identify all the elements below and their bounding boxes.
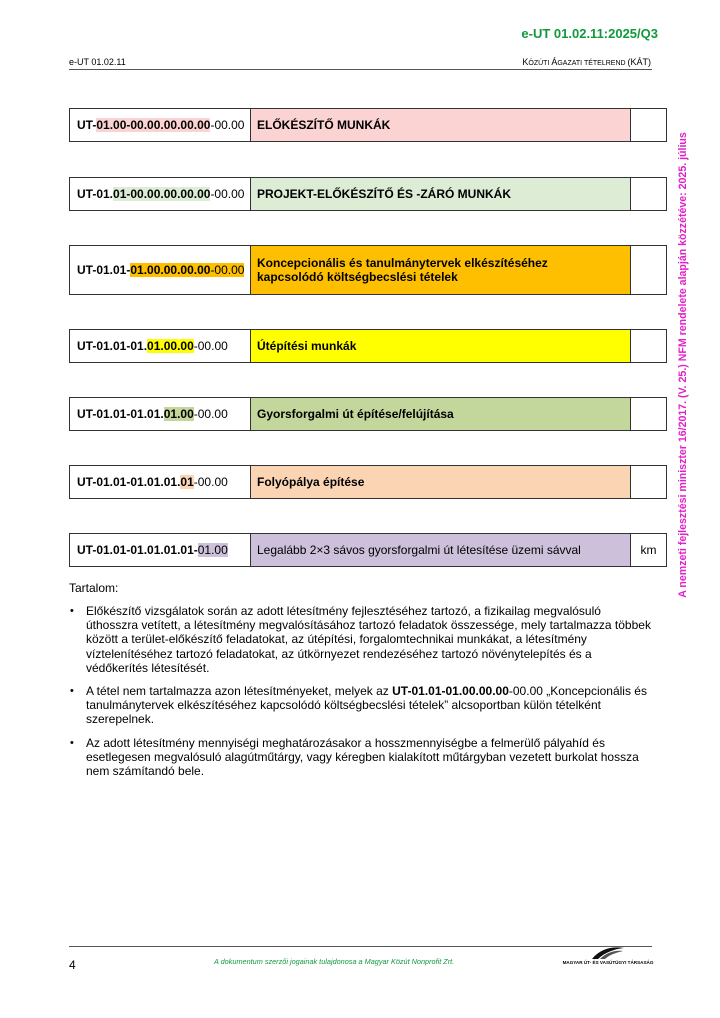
item-code: UT-01. 01-00.00.00.00.00 -00.00: [70, 178, 251, 210]
item-title: Folyópálya építése: [251, 466, 631, 498]
item-title: PROJEKT-ELŐKÉSZÍTŐ ÉS -ZÁRÓ MUNKÁK: [251, 178, 631, 210]
item-code: UT-01.01-01.01.01. 01 -00.00: [70, 466, 251, 498]
bullet-icon: •: [70, 605, 74, 617]
code-highlight: 01.00.00: [147, 339, 194, 353]
item-unit: [631, 178, 666, 210]
list-item: • Előkészítő vizsgálatok során az adott létesítmény fejlesztéséhez tartozó, a fizikailag megvalósuló úthosszra vetített, a létesítmény megvalósításához tartozó feladatok összessége, mely tartalmazza többek között a terület-előkészítő feladatokat, az útépítési, forgalomtechnikai munkákat, a létesítmény víztelenítéséhez tartozó feladatokat, az útkörnyezet rendezéséhez tartozó növénytelepítés és a védőkerítés létesítését.: [70, 604, 651, 675]
code-highlight: 01-00.00.00.00.00: [113, 187, 211, 201]
item-title: Legalább 2×3 sávos gyorsforgalmi út létesítése üzemi sávval: [251, 534, 631, 566]
road-swoosh-icon: [590, 945, 626, 961]
item-unit: km: [640, 543, 657, 557]
table-row: [69, 245, 667, 295]
table-row: [69, 177, 667, 211]
item-title: Koncepcionális és tanulmánytervek elkészítéséhez kapcsolódó költségbecslési tételek: [251, 246, 631, 294]
bullet-icon: •: [70, 685, 74, 698]
code-highlight: 01.00: [163, 407, 194, 421]
item-title: Gyorsforgalmi út építése/felújítása: [251, 398, 631, 430]
code-highlight: 01.00: [197, 543, 228, 557]
item-unit: [631, 330, 666, 362]
content-list: [69, 604, 654, 787]
document-code: e-UT 01.02.11:2025/Q3: [521, 26, 658, 41]
list-item: • Az adott létesítmény mennyiségi meghatározásakor a hosszmennyiségbe a felmerülő pályahíd és esetlegesen megvalósuló alagútműtárgy, vagy kéregben kialakított műtárgyban vezetett burkolat hossza nem számítandó bele.: [70, 735, 639, 779]
item-unit: [631, 466, 666, 498]
table-row: [69, 108, 667, 142]
item-code: UT-01.01-01. 01.00.00 -00.00: [70, 330, 251, 362]
bullet-icon: •: [70, 736, 74, 749]
table-row: [69, 465, 667, 499]
code-highlight: 01.00.00.00.00: [130, 263, 211, 277]
code-highlight: 01.00-00.00.00.00.00: [96, 118, 211, 132]
content-heading: Tartalom:: [69, 581, 119, 595]
header-divider: [69, 69, 652, 70]
page-number: 4: [69, 958, 76, 972]
item-code: UT-01.01-01.01. 01.00 -00.00: [70, 398, 251, 430]
code-highlight: 01: [180, 475, 194, 489]
header-left-code: e-UT 01.02.11: [69, 57, 126, 67]
item-code: UT- 01.00-00.00.00.00.00 -00.00: [70, 109, 251, 141]
item-title: Útépítési munkák: [251, 330, 631, 362]
item-code: UT-01.01- 01.00.00.00.00 -00.00: [70, 246, 251, 294]
item-title: ELŐKÉSZÍTŐ MUNKÁK: [251, 109, 631, 141]
list-item: • A tétel nem tartalmazza azon létesítményeket, melyek az UT-01.01-01.00.00.00-00.00 „Koncepcionális és tanulmánytervek elkészítéséhez kapcsolódó költségbecslési tételek” alcsoportban külön tételként szerepelnek.: [70, 684, 647, 727]
item-code: UT-01.01-01.01.01.01- 01.00: [70, 534, 251, 566]
table-row: [69, 329, 667, 363]
table-row: [69, 397, 667, 431]
logo-text: MAGYAR ÚT- ÉS VASÚTÜGYI TÁRSASÁG: [562, 960, 654, 965]
item-unit: [631, 109, 666, 141]
publisher-logo: [560, 945, 656, 969]
copyright-notice: A dokumentum szerzői jogainak tulajdonosa a Magyar Közút Nonprofit Zrt.: [214, 957, 455, 966]
header-right-title: KÖZÚTI ÁGAZATI TÉTELREND (KÁT): [522, 57, 651, 67]
table-row: [69, 533, 667, 567]
item-unit: [631, 246, 666, 294]
item-unit: [631, 398, 666, 430]
